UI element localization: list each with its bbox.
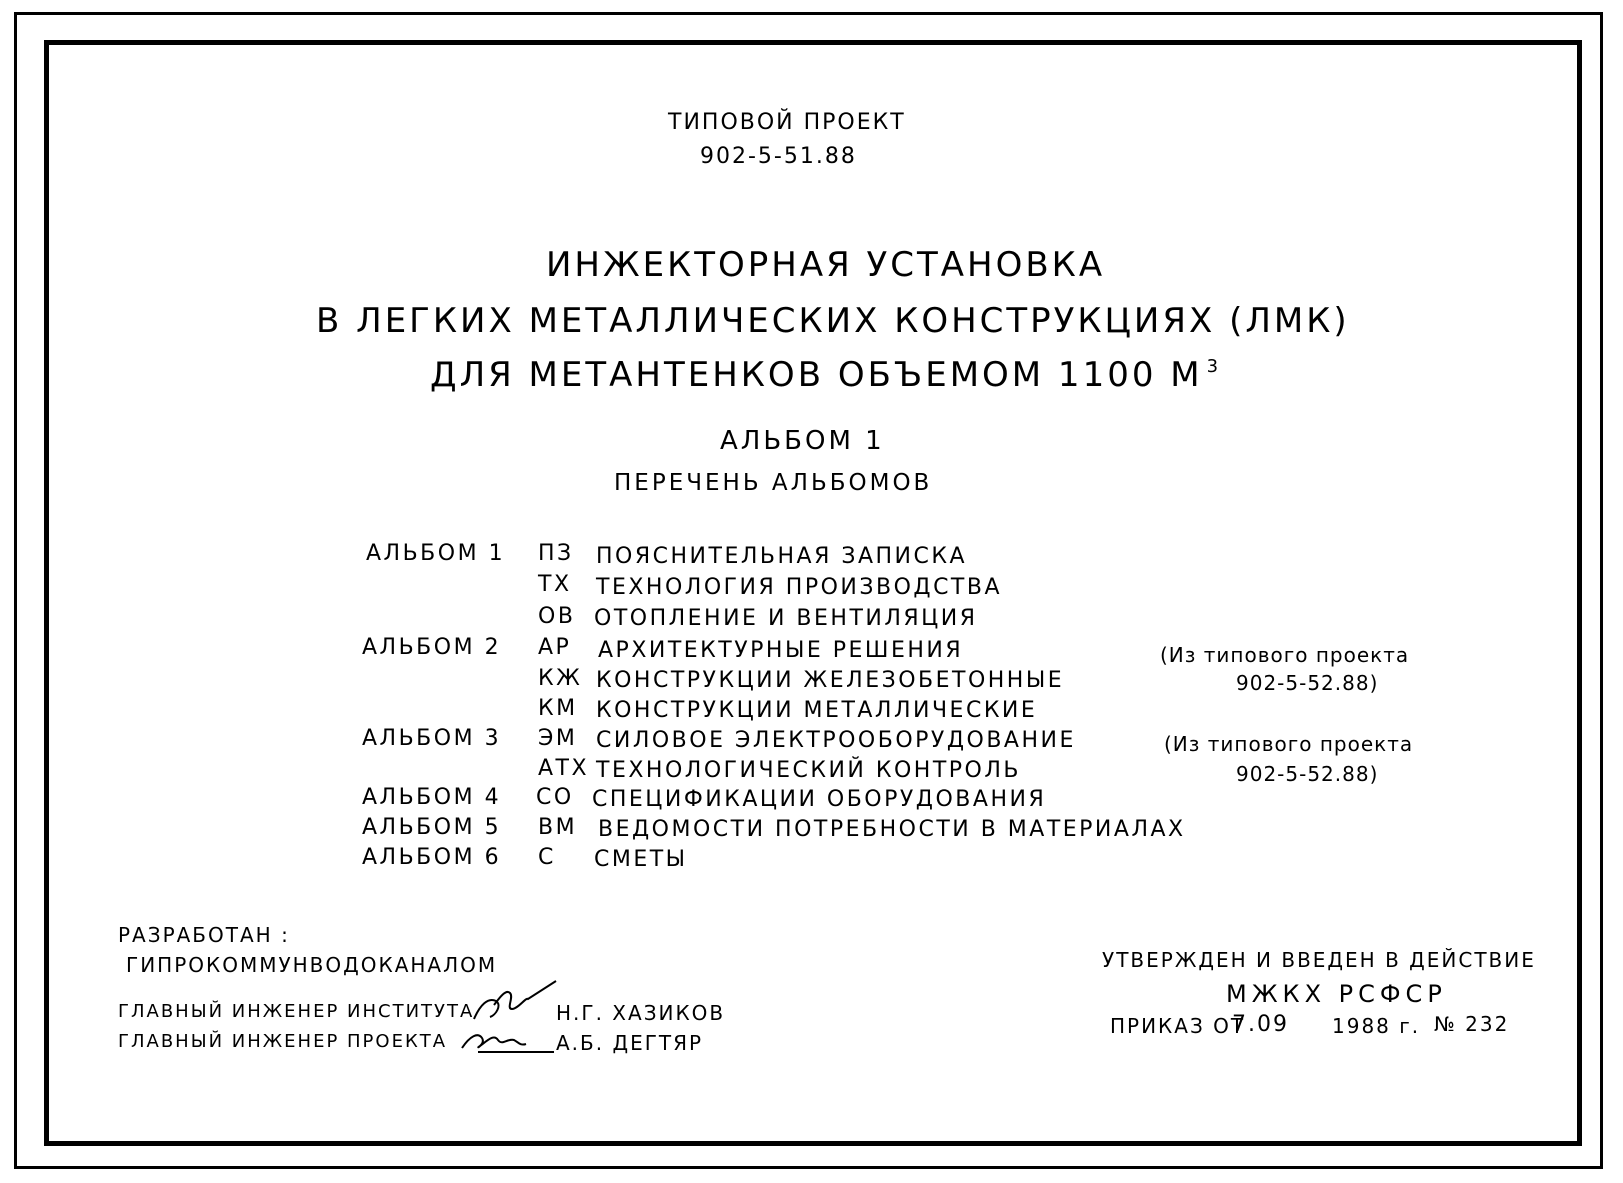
album-number: АЛЬБОМ 3 bbox=[362, 726, 502, 751]
signature-chief-project bbox=[458, 1026, 558, 1058]
note-1-line-2: 902-5-52.88) bbox=[1236, 671, 1379, 695]
developer-org: ГИПРОКОММУНВОДОКАНАЛОМ bbox=[126, 953, 498, 977]
album-code: ПЗ bbox=[538, 541, 574, 566]
album-code: СО bbox=[536, 785, 574, 810]
album-number: АЛЬБОМ 5 bbox=[362, 815, 502, 840]
developed-by-label: РАЗРАБОТАН : bbox=[118, 923, 290, 947]
order-label: ПРИКАЗ ОТ bbox=[1110, 1014, 1246, 1038]
album-code: ОВ bbox=[538, 604, 576, 629]
chief-institute-label: ГЛАВНЫЙ ИНЖЕНЕР ИНСТИТУТА bbox=[118, 1001, 475, 1022]
album-code: С bbox=[538, 845, 556, 870]
album-code: ЭМ bbox=[538, 726, 578, 751]
album-name: СПЕЦИФИКАЦИИ ОБОРУДОВАНИЯ bbox=[592, 787, 1047, 812]
album-name: ТЕХНОЛОГИЯ ПРОИЗВОДСТВА bbox=[596, 575, 1003, 600]
albums-list-title: ПЕРЕЧЕНЬ АЛЬБОМОВ bbox=[614, 470, 933, 496]
album-number: АЛЬБОМ 2 bbox=[362, 635, 502, 660]
order-year: 1988 г. bbox=[1332, 1014, 1421, 1038]
approval-line-2: МЖКХ РСФСР bbox=[1226, 980, 1447, 1008]
album-name: ВЕДОМОСТИ ПОТРЕБНОСТИ В МАТЕРИАЛАХ bbox=[598, 817, 1186, 842]
note-2-line-2: 902-5-52.88) bbox=[1236, 762, 1379, 786]
chief-project-label: ГЛАВНЫЙ ИНЖЕНЕР ПРОЕКТА bbox=[118, 1031, 448, 1052]
album-name: КОНСТРУКЦИИ ЖЕЛЕЗОБЕТОННЫЕ bbox=[596, 668, 1065, 693]
title-line-1: ИНЖЕКТОРНАЯ УСТАНОВКА bbox=[546, 245, 1106, 285]
album-code: ТХ bbox=[538, 572, 572, 597]
album-name: ПОЯСНИТЕЛЬНАЯ ЗАПИСКА bbox=[596, 544, 968, 569]
album-label: АЛЬБОМ 1 bbox=[720, 426, 885, 456]
title-line-3 bbox=[430, 355, 1222, 395]
title-line-2: В ЛЕГКИХ МЕТАЛЛИЧЕСКИХ КОНСТРУКЦИЯХ (ЛМК) bbox=[316, 301, 1350, 341]
album-name: СМЕТЫ bbox=[594, 847, 688, 872]
order-number: № 232 bbox=[1434, 1012, 1510, 1036]
title-line-3-superscript: 3 bbox=[1206, 356, 1222, 377]
album-name: КОНСТРУКЦИИ МЕТАЛЛИЧЕСКИЕ bbox=[596, 698, 1038, 723]
album-code: АТХ bbox=[538, 756, 590, 781]
signature-chief-institute bbox=[466, 975, 562, 1031]
album-name: ТЕХНОЛОГИЧЕСКИЙ КОНТРОЛЬ bbox=[596, 758, 1022, 783]
album-code: КМ bbox=[538, 696, 578, 721]
chief-institute-name: Н.Г. ХАЗИКОВ bbox=[556, 1001, 726, 1025]
album-name: СИЛОВОЕ ЭЛЕКТРООБОРУДОВАНИЕ bbox=[596, 728, 1076, 753]
note-1-line-1: (Из типового проекта bbox=[1160, 643, 1410, 667]
approval-line-1: УТВЕРЖДЕН И ВВЕДЕН В ДЕЙСТВИЕ bbox=[1102, 948, 1536, 972]
album-name: ОТОПЛЕНИЕ И ВЕНТИЛЯЦИЯ bbox=[594, 606, 978, 631]
album-number: АЛЬБОМ 6 bbox=[362, 845, 502, 870]
chief-project-name: А.Б. ДЕГТЯР bbox=[556, 1031, 704, 1055]
album-code: ВМ bbox=[538, 815, 578, 840]
album-name: АРХИТЕКТУРНЫЕ РЕШЕНИЯ bbox=[598, 638, 964, 663]
order-date: 7.09 bbox=[1232, 1012, 1289, 1037]
note-2-line-1: (Из типового проекта bbox=[1164, 732, 1414, 756]
project-number: 902-5-51.88 bbox=[700, 144, 857, 169]
project-label: ТИПОВОЙ ПРОЕКТ bbox=[668, 110, 906, 135]
album-number: АЛЬБОМ 4 bbox=[362, 785, 502, 810]
title-line-3-text: ДЛЯ МЕТАНТЕНКОВ ОБЪЕМОМ 1100 М bbox=[430, 355, 1203, 395]
album-number: АЛЬБОМ 1 bbox=[366, 541, 506, 566]
album-code: АР bbox=[538, 635, 572, 660]
album-code: КЖ bbox=[538, 666, 583, 691]
